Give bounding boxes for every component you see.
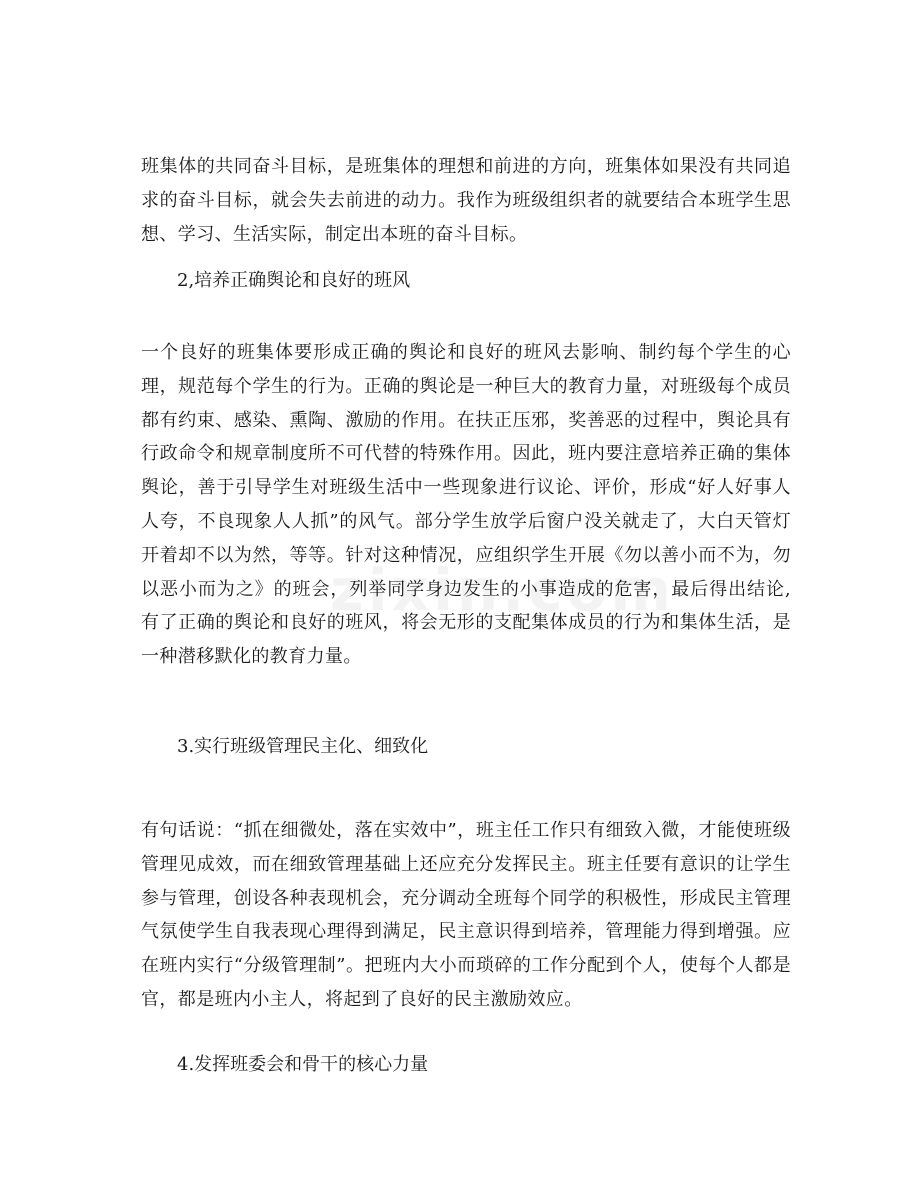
watermark-logo <box>330 556 675 624</box>
paragraph-democratic-management: 有句话说：“抓在细微处，落在实效中”，班主任工作只有细致入微，才能使班级管理见成效，而在细致管理基础上还应充分发挥民主。班主任要有意识的让学生参与管理，创设各种表现机会，充分调动全班每个同学的积极性，形成民主管理气氛使学生自我表现心理得到满足，民主意识得到培养，管理能力得到增强。应在班内实行“分级管理制”。把班内大小而琐碎的工作分配到个人，使每个人都是官，都是班内小主人，将起到了良好的民主激励效应。 <box>141 820 791 1010</box>
paragraph-public-opinion: 一个良好的班集体要形成正确的舆论和良好的班风去影响、制约每个学生的心理，规范每个学生的行为。正确的舆论是一种巨大的教育力量，对班级每个成员都有约束、感染、熏陶、激励的作用。在扶正压邪，奖善恶的过程中，舆论具有行政命令和规章制度所不可代替的特殊作用。因此，班内要注意培养正确的集体舆论，善于引导学生对班级生活中一些现象进行议论、评价，形成“好人好事人人夸，不良现象人人抓”的风气。部分学生放学后窗户没关就走了，大白天管灯开着却不以为然，等等。针对这种情况，应组织学生开展《勿以善小而不为，勿以恶小而为之》的班会，列举同学身边发生的小事造成的危害，最后得出结论,有了正确的舆论和良好的班风，将会无形的支配集体成员的行为和集体生活，是一种潜移默化的教育力量。 <box>141 342 791 668</box>
section-heading-4: 4.发挥班委会和骨干的核心力量 <box>177 1054 429 1075</box>
paragraph-goal: 班集体的共同奋斗目标，是班集体的理想和前进的方向，班集体如果没有共同追求的奋斗目标，就会失去前进的动力。我作为班级组织者的就要结合本班学生思想、学习、生活实际，制定出本班的奋斗目标。 <box>141 156 791 245</box>
section-heading-2: 2,培养正确舆论和良好的班风 <box>177 270 411 291</box>
section-heading-3: 3.实行班级管理民主化、细致化 <box>177 736 429 757</box>
